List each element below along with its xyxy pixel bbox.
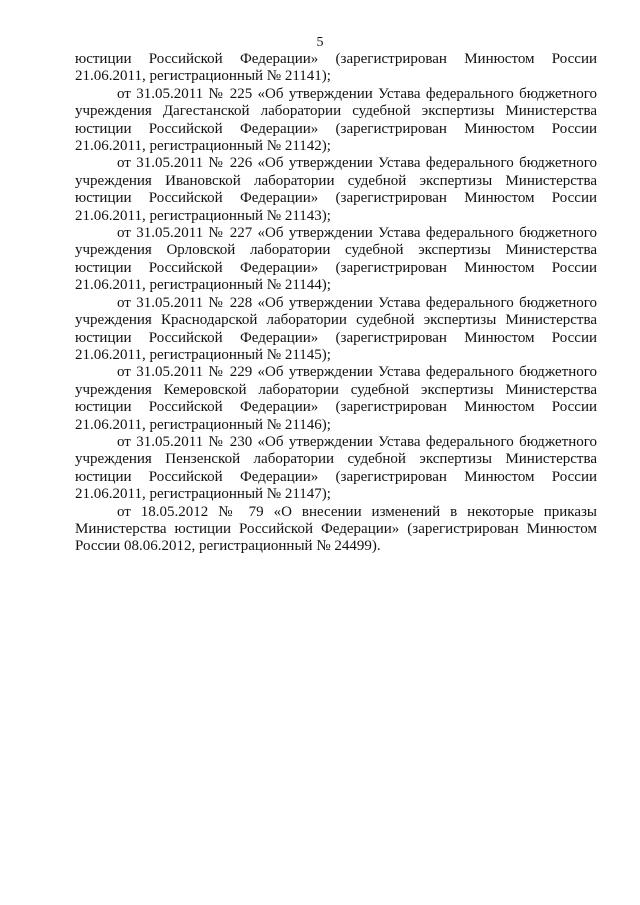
paragraph-order-226: от 31.05.2011 № 226 «Об утверждении Устава федерального бюджетного учреждения Ивановской лаборатории судебной экспертизы Министерства юстиции Российской Федерации» (зарегистрирован Минюстом России 21.06.2011, регистрационный № 21143); — [75, 155, 597, 224]
paragraph-order-229: от 31.05.2011 № 229 «Об утверждении Устава федерального бюджетного учреждения Кемеровской лаборатории судебной экспертизы Министерства юстиции Российской Федерации» (зарегистрирован Минюстом России 21.06.2011, регистрационный № 21146); — [75, 364, 597, 433]
paragraph-order-228: от 31.05.2011 № 228 «Об утверждении Устава федерального бюджетного учреждения Краснодарской лаборатории судебной экспертизы Министерства юстиции Российской Федерации» (зарегистрирован Минюстом России 21.06.2011, регистрационный № 21145); — [75, 294, 597, 363]
paragraph-continuation: юстиции Российской Федерации» (зарегистрирован Минюстом России 21.06.2011, регистрационный № 21141); — [75, 51, 597, 85]
document-body — [75, 51, 597, 556]
paragraph-order-227: от 31.05.2011 № 227 «Об утверждении Устава федерального бюджетного учреждения Орловской лаборатории судебной экспертизы Министерства юстиции Российской Федерации» (зарегистрирован Минюстом России 21.06.2011, регистрационный № 21144); — [75, 225, 597, 294]
page-number: 5 — [316, 35, 324, 50]
paragraph-order-79: от 18.05.2012 № 79 «О внесении изменений в некоторые приказы Министерства юстиции Российской Федерации» (зарегистрирован Минюстом России 08.06.2012, регистрационный № 24499). — [75, 503, 597, 555]
paragraph-order-225: от 31.05.2011 № 225 «Об утверждении Устава федерального бюджетного учреждения Дагестанской лаборатории судебной экспертизы Министерства юстиции Российской Федерации» (зарегистрирован Минюстом России 21.06.2011, регистрационный № 21142); — [75, 85, 597, 155]
paragraph-order-230: от 31.05.2011 № 230 «Об утверждении Устава федерального бюджетного учреждения Пензенской лаборатории судебной экспертизы Министерства юстиции Российской Федерации» (зарегистрирован Минюстом России 21.06.2011, регистрационный № 21147); — [75, 433, 597, 503]
